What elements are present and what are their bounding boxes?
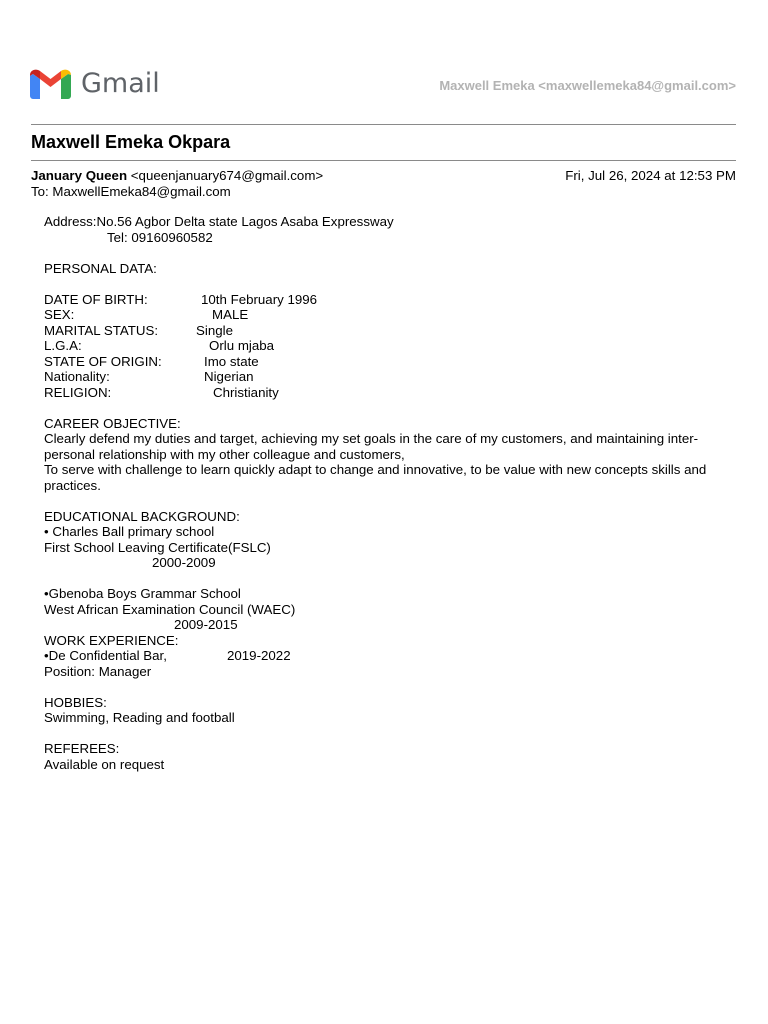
sender-email: <queenjanuary674@gmail.com> bbox=[130, 168, 324, 183]
work-heading: WORK EXPERIENCE: bbox=[44, 632, 179, 648]
gmail-header bbox=[30, 66, 736, 106]
personal-row: STATE OF ORIGIN: Imo state bbox=[44, 353, 259, 369]
email-subject: Maxwell Emeka Okpara bbox=[31, 132, 231, 152]
education-years: 2000-2009 bbox=[152, 555, 216, 570]
work-row bbox=[44, 648, 724, 664]
gmail-m-icon bbox=[30, 68, 71, 99]
hobbies-heading: HOBBIES: bbox=[44, 694, 107, 710]
email-body bbox=[44, 214, 724, 772]
sender-name: January Queen bbox=[31, 168, 128, 183]
education-years: 2009-2015 bbox=[174, 617, 238, 632]
sender bbox=[31, 168, 323, 183]
header-divider bbox=[31, 124, 736, 125]
work-place: •De Confidential Bar, bbox=[44, 648, 167, 663]
education-heading: EDUCATIONAL BACKGROUND: bbox=[44, 508, 240, 524]
address-line: Address:No.56 Agbor Delta state Lagos Asaba Expressway bbox=[44, 214, 394, 229]
personal-row: MARITAL STATUS: Single bbox=[44, 322, 233, 338]
personal-row: L.G.A: Orlu mjaba bbox=[44, 338, 275, 353]
career-heading: CAREER OBJECTIVE: bbox=[44, 415, 181, 431]
personal-row: RELIGION: Christianity bbox=[44, 384, 279, 400]
hobbies-text: Swimming, Reading and football bbox=[44, 710, 235, 725]
referees-heading: REFEREES: bbox=[44, 741, 120, 756]
gmail-logo bbox=[30, 68, 160, 99]
subject-divider bbox=[31, 160, 736, 161]
personal-row: SEX: MALE bbox=[44, 307, 249, 322]
account-label: Maxwell Emeka <maxwellemeka84@gmail.com> bbox=[439, 78, 736, 93]
career-paragraph: Clearly defend my duties and target, achieving my set goals in the care of my customers, and maintaining inter-personal relationship with my other colleague and customers, bbox=[44, 431, 699, 462]
personal-data-heading: PERSONAL DATA: bbox=[44, 260, 157, 276]
work-years: 2019-2022 bbox=[227, 648, 291, 663]
referees-text: Available on request bbox=[44, 756, 165, 772]
work-position: Position: Manager bbox=[44, 663, 152, 679]
email-date: Fri, Jul 26, 2024 at 12:53 PM bbox=[565, 168, 736, 183]
education-certificate: West African Examination Council (WAEC) bbox=[44, 601, 296, 617]
gmail-wordmark: Gmail bbox=[81, 68, 160, 99]
education-school: • Charles Ball primary school bbox=[44, 524, 215, 539]
recipient: To: MaxwellEmeka84@gmail.com bbox=[31, 184, 231, 199]
personal-row: DATE OF BIRTH: 10th February 1996 bbox=[44, 291, 318, 307]
personal-row: Nationality: Nigerian bbox=[44, 369, 254, 384]
education-certificate: First School Leaving Certificate(FSLC) bbox=[44, 539, 271, 555]
tel-line: Tel: 09160960582 bbox=[107, 229, 213, 245]
education-school: •Gbenoba Boys Grammar School bbox=[44, 586, 241, 601]
career-paragraph: To serve with challenge to learn quickly adapt to change and innovative, to be value with new concepts skills and practices. bbox=[44, 462, 707, 493]
